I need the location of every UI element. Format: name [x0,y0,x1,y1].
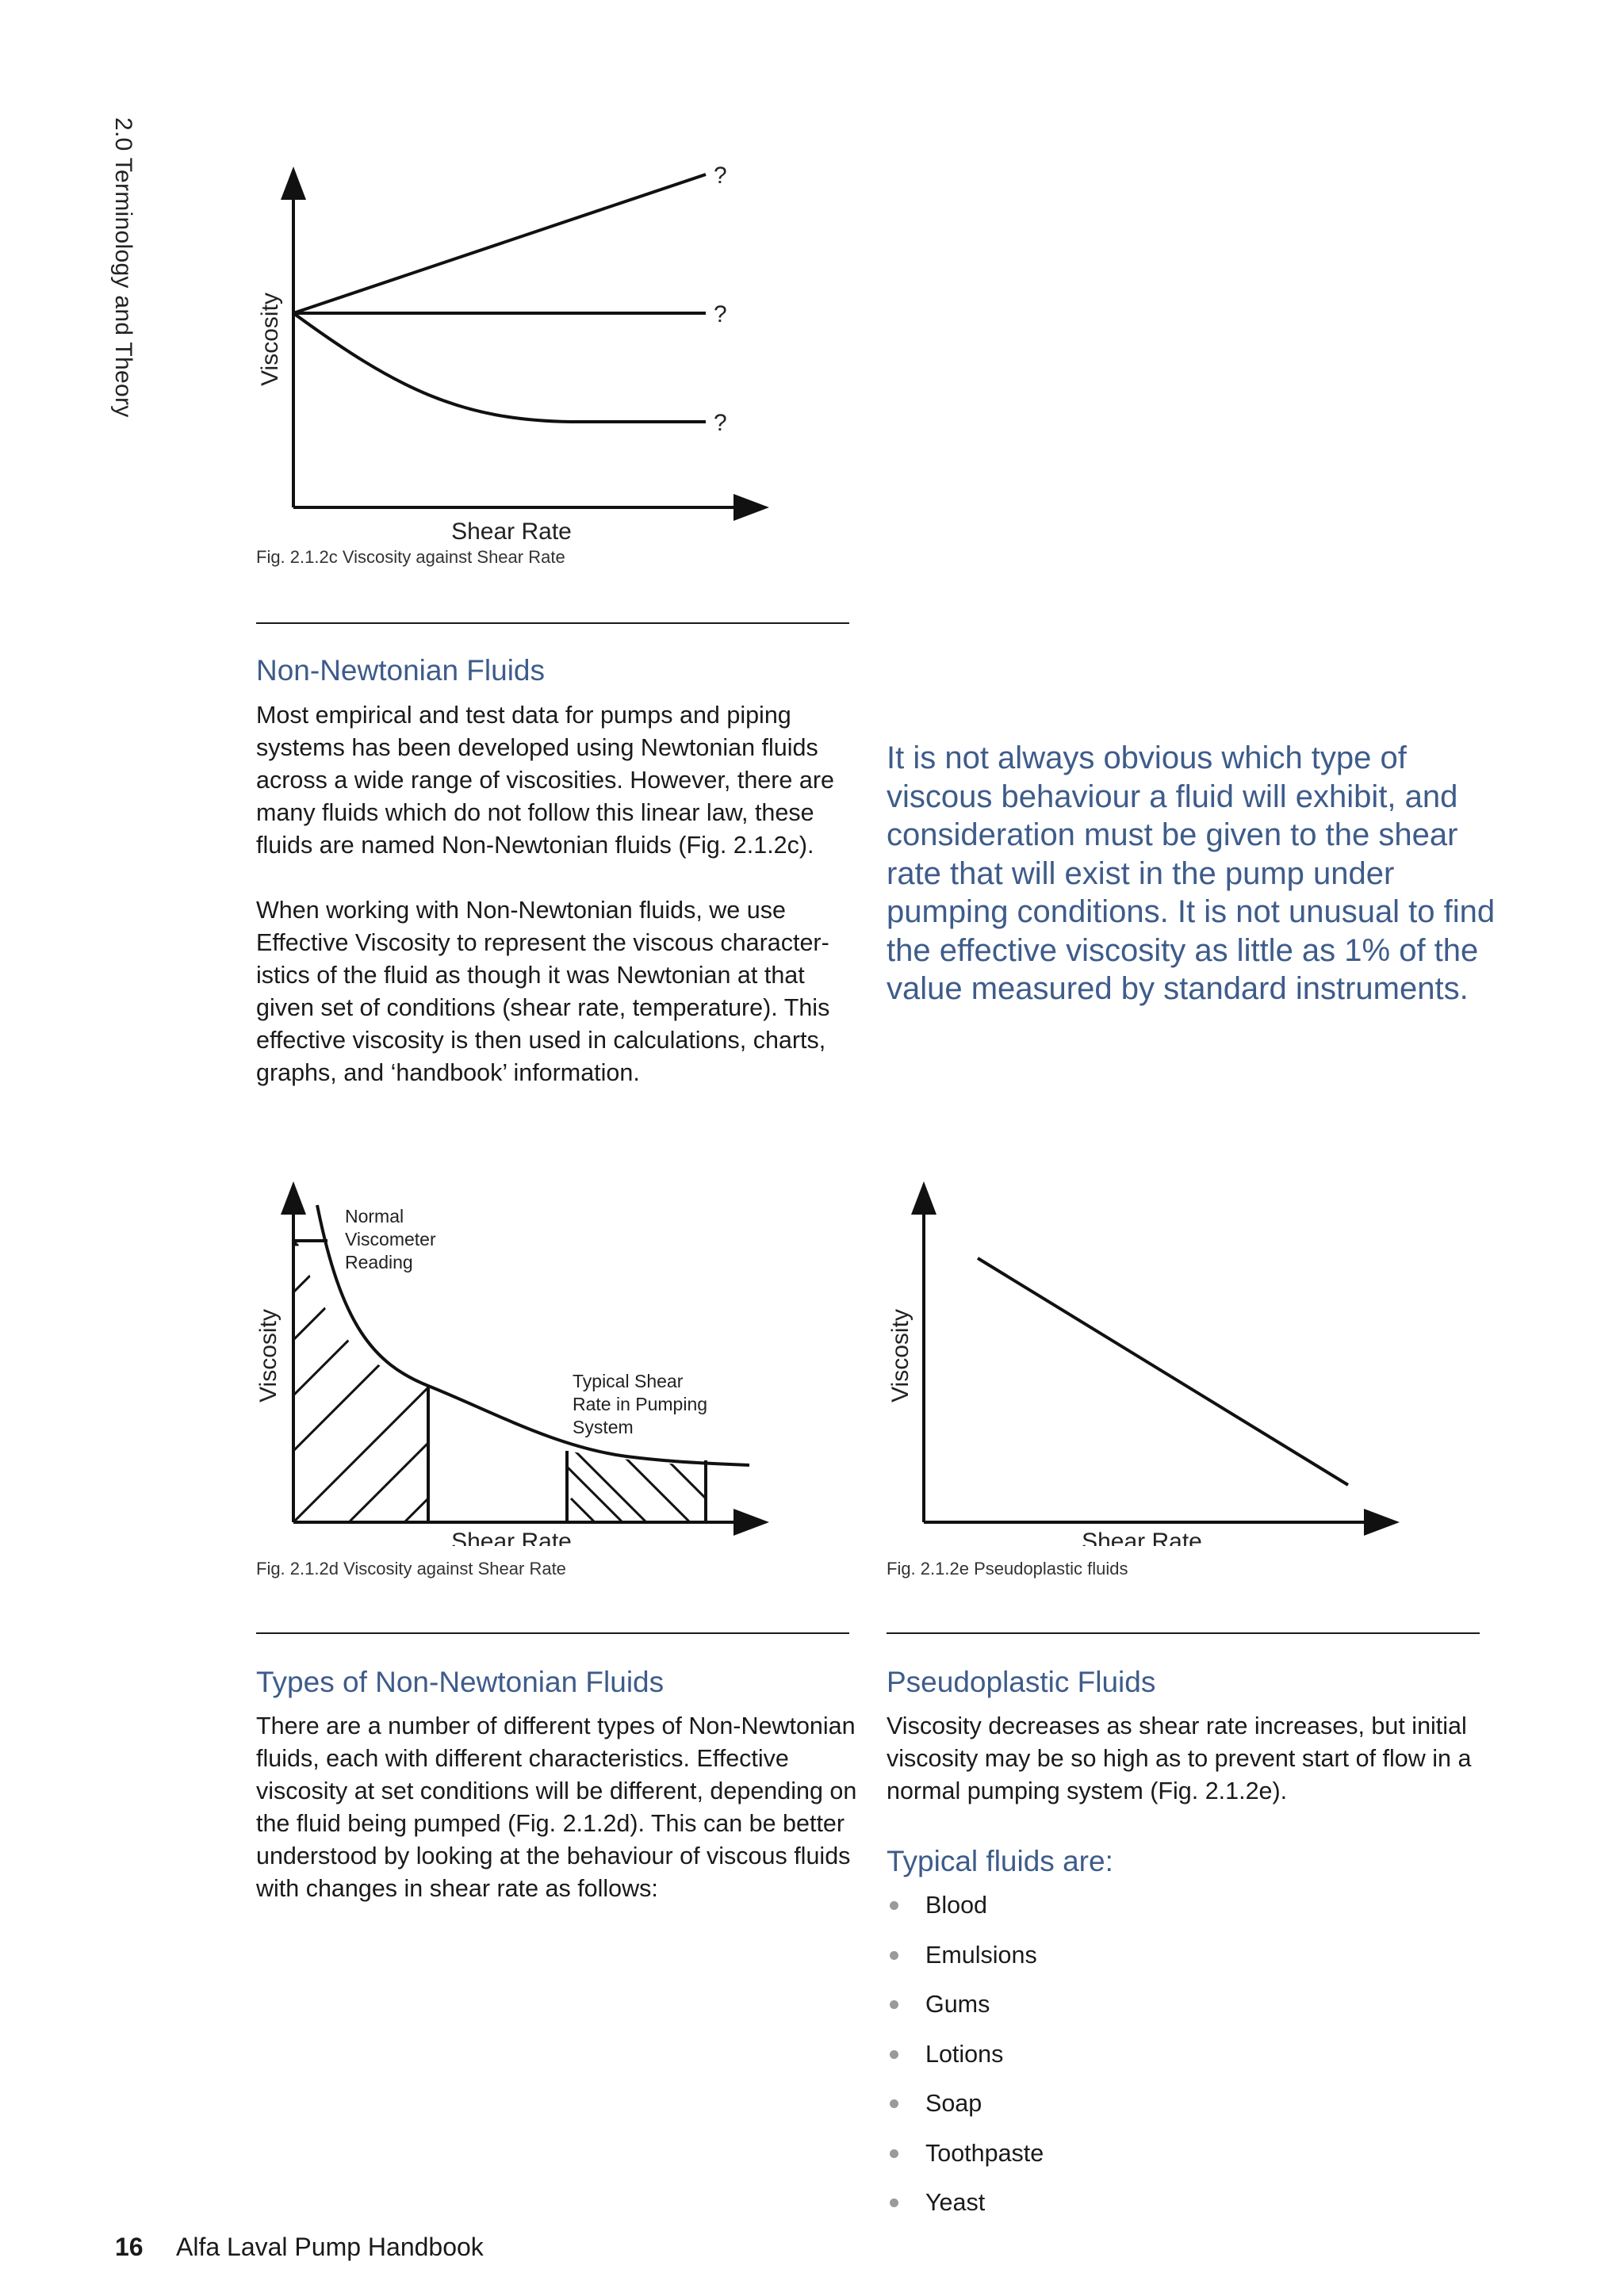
types-heading: Types of Non-Newtonian Fluids [256,1666,665,1698]
list-item: Lotions [887,2038,1442,2088]
figure-2-1-2e [884,1173,1423,1546]
marker-bottom: ? [714,410,727,436]
list-item: Emulsions [887,1939,1442,1989]
marker-top: ? [714,163,727,189]
non-newtonian-body [256,699,859,1122]
divider-rule-left [256,1632,849,1634]
non-newtonian-heading: Non-Newtonian Fluids [256,654,546,687]
bullet-icon [890,2000,898,2009]
footer-title: Alfa Laval Pump Handbook [176,2233,484,2261]
annotation-typical-line-3: System [573,1417,634,1437]
marker-middle: ? [714,301,727,327]
typical-fluids-list [887,1889,1442,2237]
x-axis-arrow-icon [1364,1509,1400,1536]
annotation-typical-line-1: Typical Shear [573,1371,684,1391]
page-number: 16 [115,2233,144,2261]
list-item: Yeast [887,2187,1442,2237]
list-item: Gums [887,1988,1442,2038]
list-item: Blood [887,1889,1442,1939]
figure-2-1-2d-caption: Fig. 2.1.2d Viscosity against Shear Rate [256,1559,566,1578]
y-axis-label: Viscosity [257,293,283,386]
bullet-icon [890,2050,898,2059]
y-axis-arrow-icon [281,1181,306,1215]
non-newtonian-paragraph-2: When working with Non-Newtonian fluids, we use Effective Viscosity to represent the viscous character-istics of the fluid as though it was Newtonian at that given set of conditions (shear rate, temperature). This effective viscosity is then used in calculations, charts, graphs, and ‘handbook’ information. [256,897,830,1086]
pseudoplastic-heading: Pseudoplastic Fluids [887,1666,1156,1698]
figure-2-1-2e-caption: Fig. 2.1.2e Pseudoplastic fluids [887,1559,1128,1578]
figure-2-1-2d [254,1173,793,1546]
y-axis-label: Viscosity [887,1309,914,1402]
y-axis-arrow-icon [911,1181,936,1215]
bullet-icon [890,2149,898,2158]
x-axis-label: Shear Rate [451,519,572,545]
section-label: 2.0 Terminology and Theory [110,117,136,418]
bullet-icon [890,1901,898,1910]
bullet-icon [890,2198,898,2207]
figure-2-1-2c-plot [254,159,793,571]
pull-quote: It is not always obvious which type of viscous behaviour a fluid will exhibit, and consideration must be given to the shear rate that will exist in the pump under pumping conditions. It is not unusual to find the effective viscosity as little as 1% of the value measured by standard instruments. [887,740,1496,1006]
annotation-normal-line-3: Reading [345,1252,413,1272]
x-axis-arrow-icon [733,494,769,521]
figure-2-1-2c-caption: Fig. 2.1.2c Viscosity against Shear Rate [256,547,565,567]
pseudoplastic-paragraph: Viscosity decreases as shear rate increases, but initial viscosity may be so high as to prevent start of flow in a normal pumping system (Fig. 2.1.2e). [887,1712,1472,1804]
annotation-normal-line-1: Normal [345,1206,404,1226]
dilatant-line [293,174,706,313]
divider-rule [256,622,849,624]
non-newtonian-paragraph-1: Most empirical and test data for pumps and piping systems has been developed using Newtonian fluids across a wide range of viscosities. However, there are many fluids which do not follow this linear law, these fluids are named Non-Newtonian fluids (Fig. 2.1.2c). [256,702,834,859]
figure-2-1-2d-plot [254,1173,793,1546]
types-paragraph: There are a number of different types of Non-Newtonian fluids, each with different characteristics. Effective viscosity at set conditions will be different, depending on the fluid being pumped (Fig. 2.1.2d). This can be better understood by looking at the behaviour of viscous fluids with changes in shear rate as follows: [256,1712,857,1902]
pseudoplastic-line [978,1258,1348,1485]
annotation-normal-line-2: Viscometer [345,1229,436,1249]
list-item: Soap [887,2087,1442,2137]
divider-rule-right [887,1632,1480,1634]
bullet-icon [890,2099,898,2108]
y-axis-label: Viscosity [255,1309,282,1402]
figure-2-1-2e-plot [884,1173,1423,1546]
y-axis-arrow-icon [281,166,306,200]
figure-2-1-2c [254,159,793,571]
pseudoplastic-curve [293,313,706,422]
x-axis-label: Shear Rate [1082,1529,1202,1546]
list-item: Toothpaste [887,2137,1442,2187]
typical-fluids-heading: Typical fluids are: [887,1845,1113,1877]
annotation-typical-line-2: Rate in Pumping [573,1394,708,1414]
x-axis-arrow-icon [733,1509,769,1536]
bullet-icon [890,1951,898,1960]
x-axis-label: Shear Rate [451,1529,572,1546]
